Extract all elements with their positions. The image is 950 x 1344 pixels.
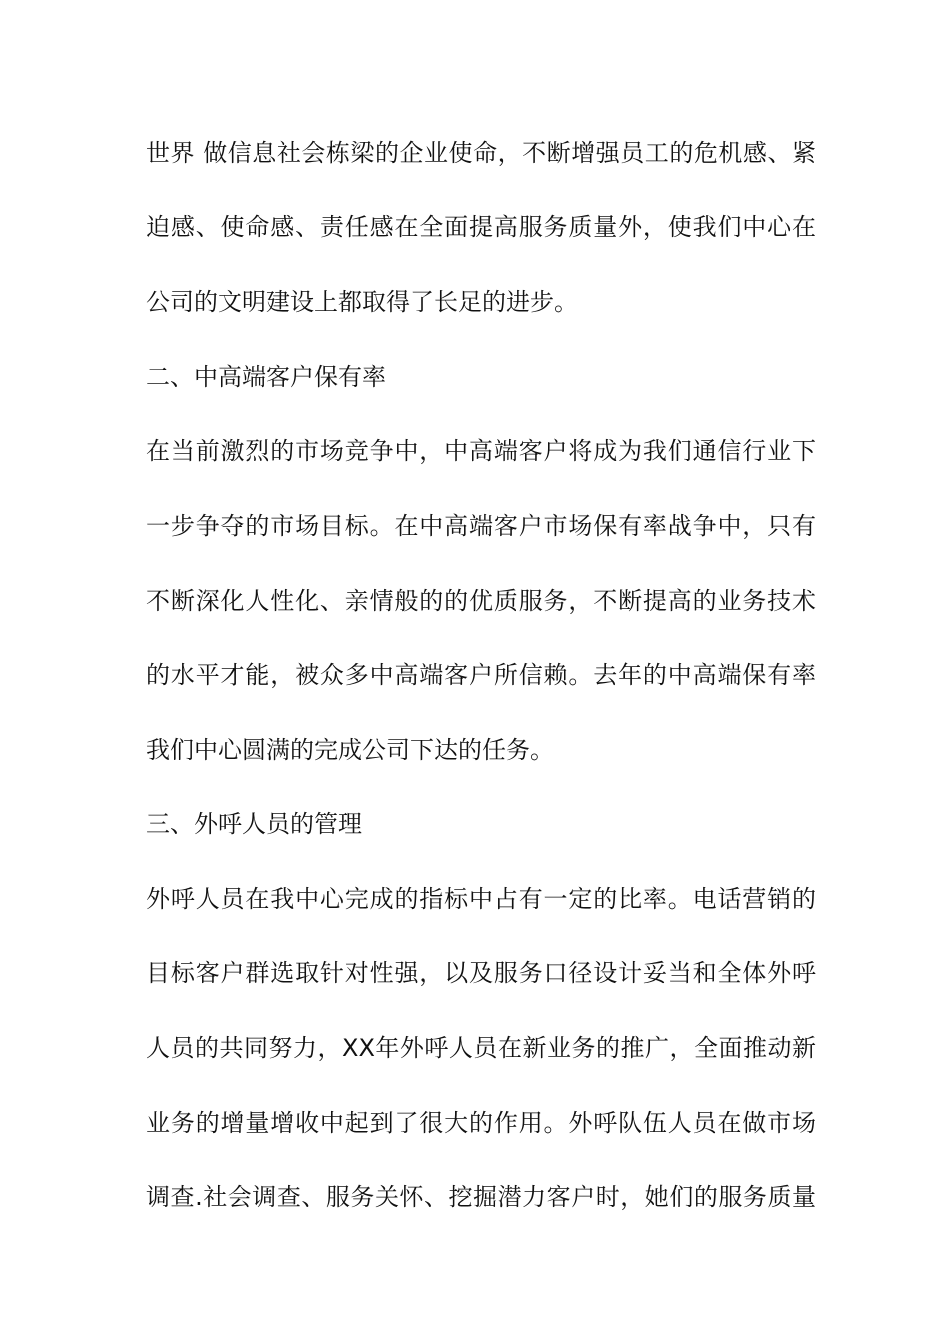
body-text-line: 业务的增量增收中起到了很大的作用。外呼队伍人员在做市场 xyxy=(146,1109,816,1137)
body-text-line: 目标客户群选取针对性强，以及服务口径设计妥当和全体外呼 xyxy=(146,959,816,987)
body-text-line: 人员的共同努力，XX年外呼人员在新业务的推广，全面推动新 xyxy=(146,1034,816,1062)
body-text-line: 不断深化人性化、亲情般的的优质服务，不断提高的业务技术 xyxy=(146,587,816,615)
body-text-line: 在当前激烈的市场竞争中，中高端客户将成为我们通信行业下 xyxy=(146,437,816,465)
section-heading: 二、中高端客户保有率 xyxy=(146,363,386,391)
body-text-line: 世界 做信息社会栋梁的企业使命，不断增强员工的危机感、紧 xyxy=(146,139,816,167)
body-text-line: 我们中心圆满的完成公司下达的任务。 xyxy=(146,736,554,764)
body-text-line: 外呼人员在我中心完成的指标中占有一定的比率。电话营销的 xyxy=(146,885,816,913)
section-heading: 三、外呼人员的管理 xyxy=(146,810,362,838)
body-text-line: 迫感、使命感、责任感在全面提高服务质量外，使我们中心在 xyxy=(146,213,816,241)
body-text-line: 的水平才能，被众多中高端客户所信赖。去年的中高端保有率 xyxy=(146,661,816,689)
body-text-line: 公司的文明建设上都取得了长足的进步。 xyxy=(146,288,578,316)
body-text-line: 调查.社会调查、服务关怀、挖掘潜力客户时，她们的服务质量 xyxy=(146,1183,816,1211)
body-text-line: 一步争夺的市场目标。在中高端客户市场保有率战争中，只有 xyxy=(146,512,816,540)
